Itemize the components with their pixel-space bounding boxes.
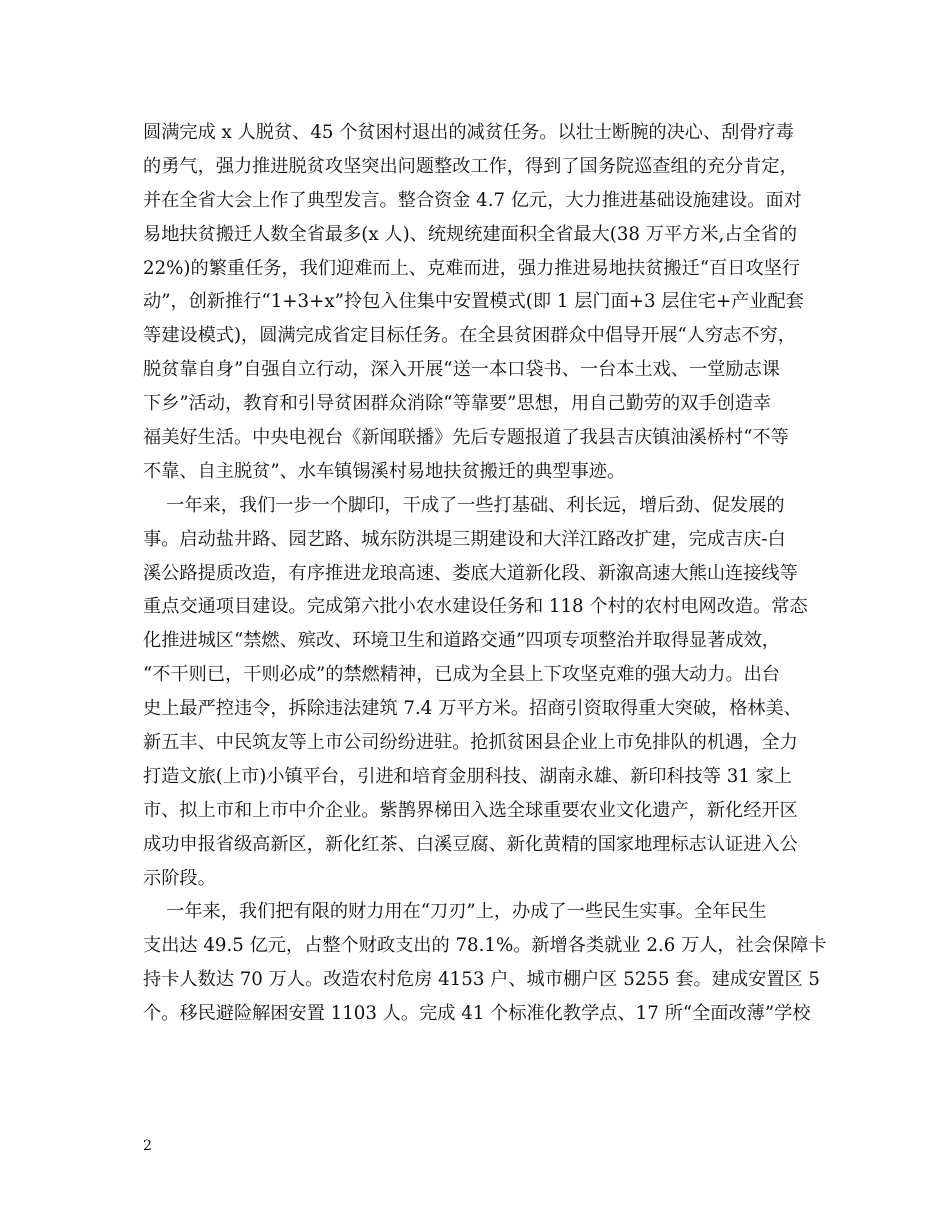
text-line: 并在全省大会上作了典型发言。整合资金 4.7 亿元，大力推进基础设施建设。面对: [143, 189, 802, 211]
text-line: 持卡人数达 70 万人。改造农村危房 4153 户、城市棚户区 5255 套。建成安置区 5: [143, 969, 821, 991]
text-line: 个。移民避险解困安置 1103 人。完成 41 个标准化教学点、17 所“全面改薄”学校: [143, 1003, 811, 1025]
text-line: 支出达 49.5 亿元，占整个财政支出的 78.1%。新增各类就业 2.6 万人，社会保障卡: [143, 935, 827, 957]
text-line: 打造文旅(上市)小镇平台，引进和培育金朋科技、湖南永雄、新印科技等 31 家上: [143, 765, 793, 787]
text-line: 的勇气，强力推进脱贫攻坚突出问题整改工作，得到了国务院巡查组的充分肯定，: [143, 155, 798, 177]
text-line: 不靠、自主脱贫”、水车镇锡溪村易地扶贫搬迁的典型事迹。: [143, 460, 626, 482]
text-line: 脱贫靠自身”自强自立行动，深入开展“送一本口袋书、一台本土戏、一堂励志课: [143, 359, 780, 381]
text-line: 福美好生活。中央电视台《新闻联播》先后专题报道了我县吉庆镇油溪桥村“不等: [143, 427, 789, 449]
text-line: 市、拟上市和上市中介企业。紫鹊界梯田入选全球重要农业文化遗产，新化经开区: [143, 799, 798, 821]
paragraph-first-line: 一年来，我们一步一个脚印，干成了一些打基础、利长远，增后劲、促发展的: [143, 494, 785, 516]
text-line: 22%)的繁重任务，我们迎难而上、克难而进，强力推进易地扶贫搬迁“百日攻坚行: [143, 257, 801, 279]
paragraph-first-line: 一年来，我们把有限的财力用在“刀刃”上，办成了一些民生实事。全年民生: [143, 901, 767, 923]
text-line: 成功申报省级高新区，新化红茶、白溪豆腐、新化黄精的国家地理标志认证进入公: [143, 833, 798, 855]
body-text: [143, 116, 827, 1031]
text-line: 重点交通项目建设。完成第六批小农水建设任务和 118 个村的农村电网改造。常态: [143, 596, 808, 618]
text-line: 事。启动盐井路、园艺路、城东防洪堤三期建设和大洋江路改扩建，完成吉庆-白: [143, 528, 786, 550]
text-line: 动”，创新推行“1+3+x”拎包入住集中安置模式(即 1 层门面+3 层住宅+产业配套: [143, 291, 804, 313]
text-line: 示阶段。: [143, 867, 216, 889]
text-line: 下乡”活动，教育和引导贫困群众消除“等靠要”思想，用自己勤劳的双手创造幸: [143, 393, 772, 415]
text-line: “不干则已，干则必成”的禁燃精神，已成为全县上下攻坚克难的强大动力。出台: [143, 664, 780, 686]
text-line: 圆满完成 x 人脱贫、45 个贫困村退出的减贫任务。以壮士断腕的决心、刮骨疗毒: [143, 122, 794, 143]
text-line: 溪公路提质改造，有序推进龙琅高速、娄底大道新化段、新溆高速大熊山连接线等: [143, 562, 798, 584]
text-line: 新五丰、中民筑友等上市公司纷纷进驻。抢抓贫困县企业上市免排队的机遇，全力: [143, 732, 798, 754]
text-line: 易地扶贫搬迁人数全省最多(x 人)、统规统建面积全省最大(38 万平方米,占全省的: [143, 223, 798, 245]
page-number: 2: [143, 1138, 152, 1154]
text-line: 史上最严控违令，拆除违法建筑 7.4 万平方米。招商引资取得重大突破，格林美、: [143, 698, 802, 720]
text-line: 化推进城区“禁燃、殡改、环境卫生和道路交通”四项专项整治并取得显著成效，: [143, 630, 780, 652]
text-line: 等建设模式)，圆满完成省定目标任务。在全县贫困群众中倡导开展“人穷志不穷，: [143, 325, 796, 347]
